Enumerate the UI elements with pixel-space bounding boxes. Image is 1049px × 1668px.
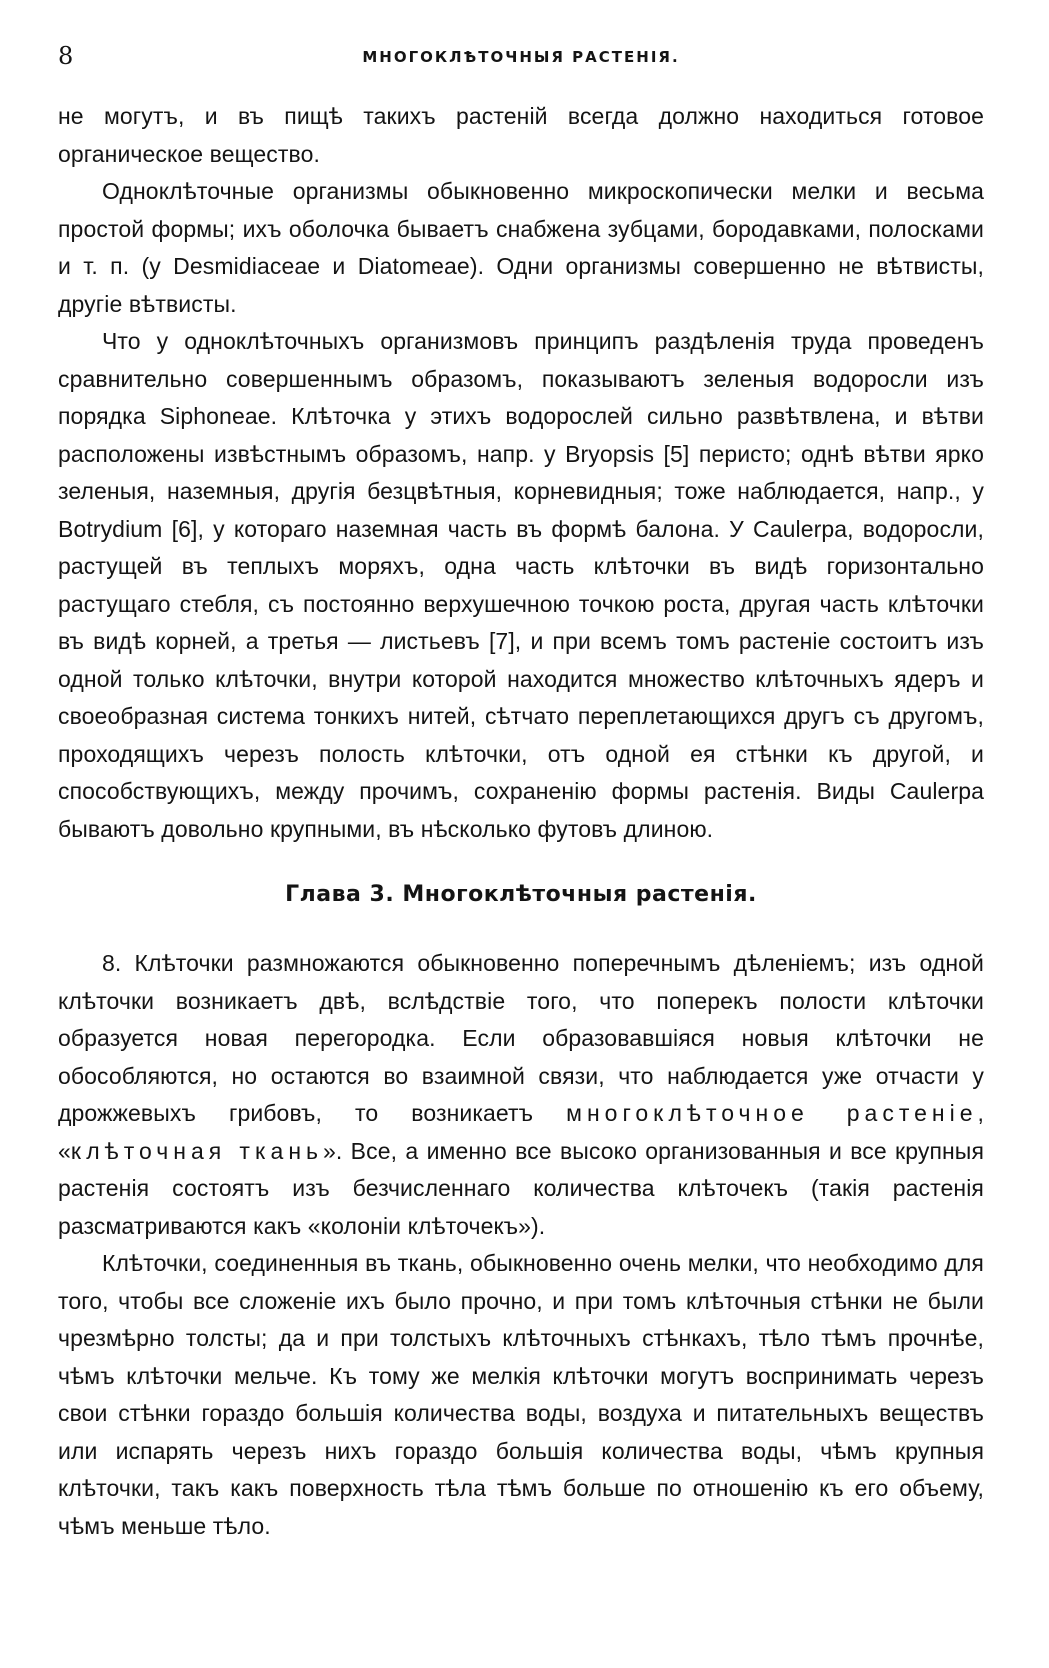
paragraph-division-of-labour: Что у одноклѣточныхъ организмовъ принципъ раздѣленія труда проведенъ сравнительно совершеннымъ образомъ, показываютъ зеленыя водоросли изъ порядка Siphoneae. Клѣточка у этихъ водорослей сильно развѣтвлена, и вѣтви расположены извѣстнымъ образомъ, напр. у Bryopsis [5] перисто; однѣ вѣтви ярко зеленыя, наземныя, другія безцвѣтныя, корневидныя; тоже наблюдается, напр., у Botrydium [6], у котораго наземная часть въ формѣ балона. У Caulerpa, водоросли, растущей въ теплыхъ моряхъ, одна часть клѣточки въ видѣ горизонтально растущаго стебля, съ постоянно верхушечною точкою роста, другая часть клѣточки въ видѣ корней, а третья — листьевъ [7], и при всемъ томъ растеніе состоитъ изъ одной только клѣточки, внутри которой находится множество клѣточныхъ ядеръ и своеобразная система тонкихъ нитей, сѣтчато переплетающихся другъ съ другомъ, проходящихъ черезъ полость клѣточки, отъ одной ея стѣнки къ другой, и способствующихъ, между прочимъ, сохраненію формы растенія. Виды Caulerpa бываютъ довольно крупными, въ нѣсколько футовъ длиною. xyxy=(58,328,984,842)
paragraph-cell-size: Клѣточки, соединенныя въ ткань, обыкновенно очень мелки, что необходимо для того, чтобы все сложеніе ихъ было прочно, и при томъ клѣточныя стѣнки не были чрезмѣрно толсты; да и при толстыхъ клѣточныхъ стѣнкахъ, тѣло тѣмъ прочнѣе, чѣмъ клѣточки мельче. Къ тому же мелкія клѣточки могутъ воспринимать черезъ свои стѣнки гораздо большія количества воды, воздуха и питательныхъ веществъ или испарять черезъ нихъ гораздо большія количества воды, чѣмъ крупныя клѣточки, такъ какъ поверхность тѣла тѣмъ больше по отношенію къ его объему, чѣмъ меньше тѣло. xyxy=(58,1250,984,1539)
section-8-text-between: , « xyxy=(58,1100,984,1164)
section-8-text-start: 8. Клѣточки размножаются обыкновенно поперечнымъ дѣленіемъ; изъ одной клѣточки возникаетъ двѣ, вслѣдствіе того, что поперекъ полости клѣточки образуется новая перегородка. Если образовавшіяся новыя клѣточки не обособляются, но остаются во взаимной связи, что наблюдается уже отчасти у дрожжевыхъ грибовъ, то возникаетъ xyxy=(58,950,984,1126)
book-page xyxy=(58,36,984,1636)
running-head xyxy=(58,36,984,76)
page-number: 8 xyxy=(58,42,74,70)
running-title: МНОГОКЛѢТОЧНЫЯ РАСТЕНІЯ. xyxy=(362,48,680,66)
body-text xyxy=(58,98,984,1545)
term-cell-tissue: клѣточная ткань xyxy=(70,1137,324,1164)
chapter-heading: Глава 3. Многоклѣточныя растенія. xyxy=(285,882,757,907)
paragraph-unicellular-forms: Одноклѣточные организмы обыкновенно микроскопически мелки и весьма простой формы; ихъ оболочка бываетъ снабжена зубцами, бородавками, полосками и т. п. (у Desmidiaceae и Diatomeae). Одни организмы совершенно не вѣтвисты, другіе вѣтвисты. xyxy=(58,178,984,317)
term-multicellular-plant: многоклѣточное растеніе xyxy=(566,1100,978,1126)
paragraph-continued: не могутъ, и въ пищѣ такихъ растеній всегда должно находиться готовое органическое вещество. xyxy=(58,103,984,167)
section-8-text-end: ». Все, а именно все высоко организованныя и все крупныя растенія состоятъ изъ безчисленнаго количества клѣточекъ (такія растенія разсматриваются какъ «колоніи клѣточекъ»). xyxy=(58,1137,984,1239)
section-8-paragraph xyxy=(58,945,984,1245)
